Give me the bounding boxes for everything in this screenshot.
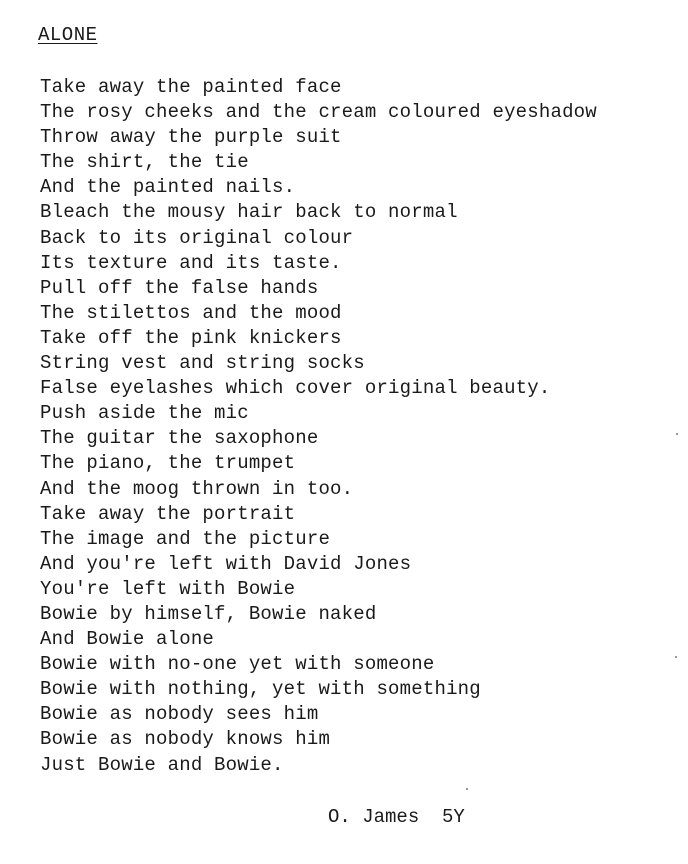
poem-title: ALONE — [38, 24, 98, 46]
poem-line: Bowie as nobody knows him — [40, 728, 331, 751]
poem-line: You're left with Bowie — [40, 577, 296, 600]
poem-line: The image and the picture — [40, 527, 331, 550]
poem-line: Just Bowie and Bowie. — [40, 753, 284, 776]
poem-line: Throw away the purple suit — [40, 126, 342, 149]
poem-line: Bowie by himself, Bowie naked — [40, 602, 377, 625]
poem-line: Bowie with no-one yet with someone — [40, 653, 435, 676]
poem-line: Take off the pink knickers — [40, 326, 342, 349]
poem-line: Bowie with nothing, yet with something — [40, 678, 481, 701]
paper-speck — [675, 656, 677, 658]
poem-line: And you're left with David Jones — [40, 552, 412, 575]
poem-line: False eyelashes which cover original beauty. — [40, 377, 551, 400]
poem-body — [40, 75, 597, 778]
poem-line: Push aside the mic — [40, 402, 249, 425]
paper-speck — [676, 433, 678, 435]
poem-line: The piano, the trumpet — [40, 452, 296, 475]
poem-line: Take away the painted face — [40, 76, 342, 98]
paper-speck — [466, 788, 468, 790]
poem-line: The rosy cheeks and the cream coloured eyeshadow — [40, 101, 597, 124]
poem-line: The guitar the saxophone — [40, 427, 319, 450]
poem-line: Back to its original colour — [40, 226, 354, 249]
poem-line: Bleach the mousy hair back to normal — [40, 201, 458, 224]
poem-line: And Bowie alone — [40, 628, 215, 651]
poem-line: Take away the portrait — [40, 502, 296, 525]
author-signature: O. James 5Y — [328, 806, 465, 828]
poem-line: String vest and string socks — [40, 352, 365, 375]
poem-line: The stilettos and the mood — [40, 301, 342, 324]
poem-line: Its texture and its taste. — [40, 251, 342, 274]
poem-line: And the moog thrown in too. — [40, 477, 354, 500]
poem-line: And the painted nails. — [40, 176, 296, 199]
poem-line: Bowie as nobody sees him — [40, 703, 319, 726]
poem-line: The shirt, the tie — [40, 151, 249, 174]
poem-line: Pull off the false hands — [40, 276, 319, 299]
